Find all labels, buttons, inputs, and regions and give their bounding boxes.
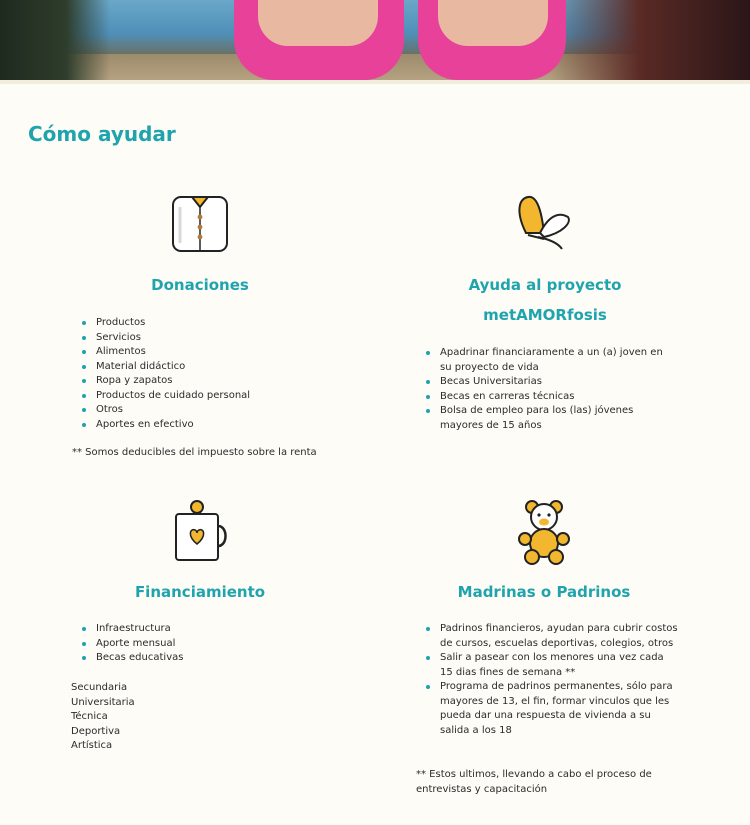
list-item: Bolsa de empleo para los (las) jóvenes mayores de 15 años <box>416 404 676 433</box>
list-item: Becas educativas <box>72 651 372 666</box>
foot-right <box>438 0 548 46</box>
madrinas-note: ** Estos ultimos, llevando a cabo el proceso de entrevistas y capacitación <box>416 769 652 795</box>
donaciones-note: ** Somos deducibles del impuesto sobre la renta <box>72 447 317 458</box>
list-item: Programa de padrinos permanentes, sólo para mayores de 13, el fin, formar vinculos que les pueda dar una respuesta de vivienda a su salida a los 18 <box>416 680 678 738</box>
hero-photo <box>0 0 750 84</box>
metamorfosis-list <box>416 346 676 433</box>
list-item: Productos de cuidado personal <box>72 389 372 404</box>
list-item: Infraestructura <box>72 622 372 637</box>
list-item: Aporte mensual <box>72 637 372 652</box>
list-item: Otros <box>72 403 372 418</box>
donaciones-heading: Donaciones <box>151 276 249 294</box>
hero-bottom-edge <box>0 80 750 84</box>
list-item: Padrinos financieros, ayudan para cubrir costos de cursos, escuelas deportivas, colegios, otros <box>416 622 678 651</box>
shirt-icon <box>170 193 230 255</box>
metamorfosis-heading-line1: Ayuda al proyecto <box>468 276 622 294</box>
list-item: Ropa y zapatos <box>72 374 372 389</box>
mug-heart-icon <box>170 498 230 562</box>
financiamiento-list <box>72 622 372 666</box>
list-item: Universitaria <box>71 696 135 708</box>
financiamiento-heading: Financiamiento <box>134 583 266 601</box>
list-item: Artística <box>71 740 113 751</box>
section-title: Cómo ayudar <box>28 122 176 146</box>
list-item: Alimentos <box>72 345 372 360</box>
list-item: Apadrinar financiaramente a un (a) joven en su proyecto de vida <box>416 346 676 375</box>
list-item: Deportiva <box>71 725 121 737</box>
butterfly-icon <box>514 193 574 255</box>
donaciones-list <box>72 316 372 432</box>
list-item: Salir a pasear con los menores una vez cada 15 dias fines de semana ** <box>416 651 678 680</box>
madrinas-heading: Madrinas o Padrinos <box>457 583 631 601</box>
financiamiento-sublist <box>71 681 271 754</box>
foot-left <box>258 0 378 46</box>
hero-right-shade <box>550 0 750 84</box>
list-item: Becas en carreras técnicas <box>416 390 676 405</box>
list-item: Secundaria <box>71 682 128 693</box>
list-item: Becas Universitarias <box>416 375 676 390</box>
list-item: Material didáctico <box>72 360 372 375</box>
list-item: Aportes en efectivo <box>72 418 372 433</box>
list-item: Productos <box>72 316 372 331</box>
hero-left-shade <box>0 0 110 84</box>
list-item: Técnica <box>71 711 108 722</box>
madrinas-list <box>416 622 678 738</box>
metamorfosis-heading-line2: metAMORfosis <box>483 306 607 324</box>
teddy-bear-icon <box>516 497 572 565</box>
list-item: Servicios <box>72 331 372 346</box>
